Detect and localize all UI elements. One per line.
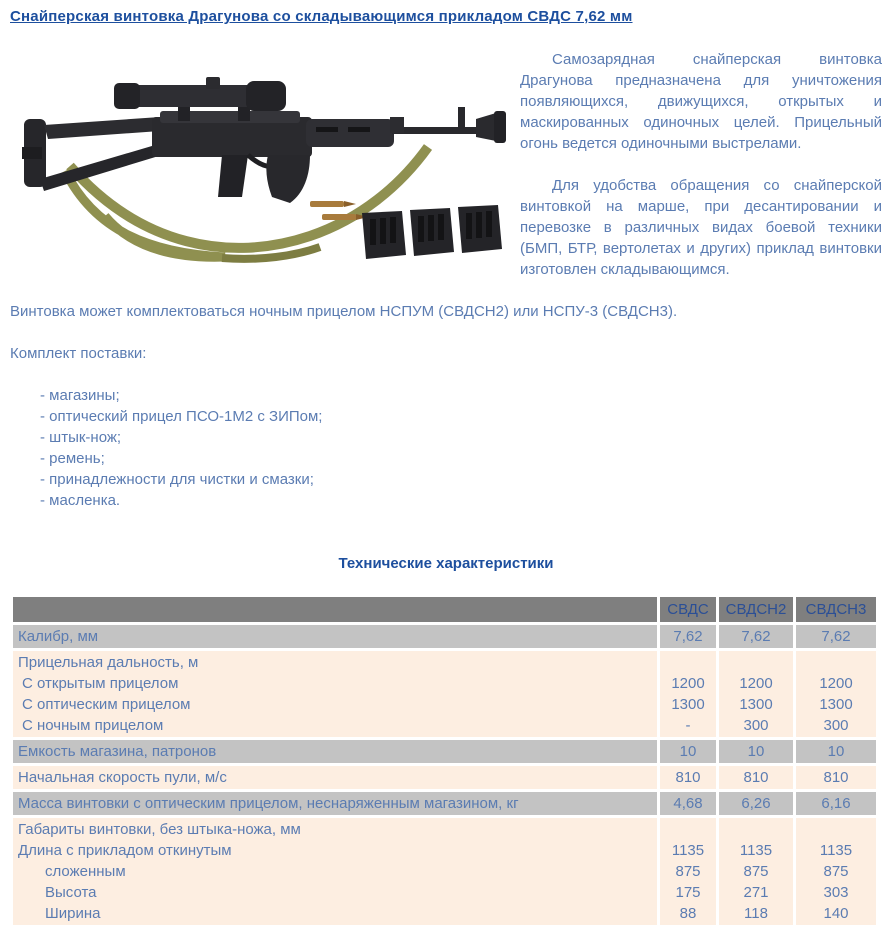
spec-label: С ночным прицелом bbox=[22, 717, 164, 734]
spec-value: 4,68 bbox=[673, 795, 703, 812]
spec-value-cell bbox=[719, 792, 793, 815]
spec-value: 875 bbox=[743, 863, 769, 880]
spec-value: 1200 bbox=[739, 675, 773, 692]
spec-value: 303 bbox=[823, 884, 849, 901]
table-row bbox=[13, 740, 876, 763]
spec-value: 1300 bbox=[671, 696, 705, 713]
kit-item: - оптический прицел ПСО-1М2 с ЗИПом; bbox=[40, 408, 323, 425]
spec-value: 1200 bbox=[671, 675, 705, 692]
spec-value: 875 bbox=[823, 863, 849, 880]
spec-value: 118 bbox=[744, 905, 768, 922]
kit-item: - ремень; bbox=[40, 450, 105, 467]
kit-heading: Комплект поставки: bbox=[10, 345, 147, 362]
specs-heading: Технические характеристики bbox=[338, 555, 554, 572]
table-row bbox=[13, 651, 876, 737]
spec-value: 875 bbox=[675, 863, 701, 880]
kit-list bbox=[10, 385, 882, 511]
spec-label: Габариты винтовки, без штыка-ножа, мм bbox=[18, 821, 301, 838]
spec-value-cell bbox=[796, 651, 876, 737]
spec-value: 1300 bbox=[819, 696, 853, 713]
spec-label: С оптическим прицелом bbox=[22, 696, 191, 713]
spec-value: 1300 bbox=[739, 696, 773, 713]
rifle-illustration bbox=[10, 51, 512, 263]
spec-value: 810 bbox=[675, 769, 701, 786]
spec-value: 10 bbox=[747, 743, 765, 760]
spec-value: 810 bbox=[823, 769, 849, 786]
spec-value: 271 bbox=[743, 884, 769, 901]
spec-value-cell bbox=[719, 740, 793, 763]
spec-value: 1135 bbox=[671, 842, 705, 859]
spec-value-cell bbox=[796, 818, 876, 925]
spec-value bbox=[719, 819, 793, 840]
spec-value-cell bbox=[660, 792, 716, 815]
spec-value-cell bbox=[796, 766, 876, 789]
kit-item: - магазины; bbox=[40, 387, 120, 404]
column-header: СВДСН3 bbox=[796, 597, 876, 622]
spec-value-cell bbox=[796, 625, 876, 648]
spec-value: 300 bbox=[743, 717, 769, 734]
spec-label-cell bbox=[13, 625, 657, 648]
spec-label: Масса винтовки с оптическим прицелом, неснаряженным магазином, кг bbox=[18, 795, 519, 812]
spec-value: 10 bbox=[827, 743, 845, 760]
spec-label-cell bbox=[13, 651, 657, 737]
spec-label-cell bbox=[13, 792, 657, 815]
spec-label: Емкость магазина, патронов bbox=[18, 743, 217, 760]
spec-value-cell bbox=[719, 818, 793, 925]
spec-label: Длина с прикладом откинутым bbox=[18, 842, 232, 859]
spec-value-cell bbox=[660, 818, 716, 925]
kit-item: - масленка. bbox=[40, 492, 121, 509]
column-header: СВДС bbox=[660, 597, 716, 622]
spec-value: 140 bbox=[823, 905, 849, 922]
spec-label: Калибр, мм bbox=[18, 628, 99, 645]
spec-value bbox=[796, 819, 876, 840]
spec-value-cell bbox=[796, 740, 876, 763]
spec-label: сложенным bbox=[45, 863, 126, 880]
spec-value-cell bbox=[719, 625, 793, 648]
spec-label: Ширина bbox=[45, 905, 101, 922]
spec-value: 7,62 bbox=[741, 628, 771, 645]
spec-value: - bbox=[685, 717, 691, 734]
spec-value-cell bbox=[796, 792, 876, 815]
spec-value: 7,62 bbox=[673, 628, 703, 645]
spec-label: С открытым прицелом bbox=[22, 675, 179, 692]
specs-table bbox=[10, 594, 879, 928]
spec-label: Высота bbox=[45, 884, 97, 901]
table-row bbox=[13, 792, 876, 815]
spec-value bbox=[660, 652, 716, 673]
column-header-empty bbox=[13, 597, 657, 622]
spec-value-cell bbox=[719, 766, 793, 789]
kit-item: - принадлежности для чистки и смазки; bbox=[40, 471, 314, 488]
spec-value: 1135 bbox=[819, 842, 853, 859]
table-row bbox=[13, 625, 876, 648]
spec-value bbox=[660, 819, 716, 840]
spec-value: 810 bbox=[743, 769, 769, 786]
spec-value: 6,26 bbox=[741, 795, 771, 812]
table-row bbox=[13, 818, 876, 925]
spec-value-cell bbox=[660, 740, 716, 763]
spec-value: 7,62 bbox=[821, 628, 851, 645]
spec-label-cell bbox=[13, 740, 657, 763]
spec-value-cell bbox=[719, 651, 793, 737]
spec-value: 1135 bbox=[739, 842, 773, 859]
spec-label-cell bbox=[13, 818, 657, 925]
spec-value-cell bbox=[660, 766, 716, 789]
column-header: СВДСН2 bbox=[719, 597, 793, 622]
spec-value: 175 bbox=[675, 884, 701, 901]
spec-value: 88 bbox=[679, 905, 697, 922]
spec-value: 1200 bbox=[819, 675, 853, 692]
night-scope-paragraph: Винтовка может комплектоваться ночным прицелом НСПУМ (СВДСН2) или НСПУ-3 (СВДСН3). bbox=[10, 303, 678, 320]
spare-magazines bbox=[362, 205, 502, 259]
kit-item: - штык-нож; bbox=[40, 429, 122, 446]
spec-label: Начальная скорость пули, м/с bbox=[18, 769, 227, 786]
page-title[interactable]: Снайперская винтовка Драгунова со складывающимся прикладом СВДС 7,62 мм bbox=[10, 8, 633, 25]
spec-value: 300 bbox=[823, 717, 849, 734]
spec-label: Прицельная дальность, м bbox=[18, 654, 199, 671]
spec-value-cell bbox=[660, 651, 716, 737]
table-row bbox=[13, 766, 876, 789]
spec-value bbox=[796, 652, 876, 673]
spec-value-cell bbox=[660, 625, 716, 648]
spec-label-cell bbox=[13, 766, 657, 789]
rifle-photo bbox=[10, 51, 512, 263]
spec-value bbox=[719, 652, 793, 673]
spec-value: 10 bbox=[679, 743, 697, 760]
spec-value: 6,16 bbox=[821, 795, 851, 812]
intro-paragraph-purpose: Самозарядная снайперская винтовка Драгунова предназначена для уничтожения появляющихся, движущихся, открытых и маскированных одиночных целей. Прицельный огонь ведется одиночными выстрелами. bbox=[520, 51, 882, 152]
intro-paragraph-folding-stock: Для удобства обращения со снайперской винтовкой на марше, при десантировании и перевозке в различных видах боевой техники (БМП, БТР, вертолетах и других) приклад винтовки изготовлен складывающимся. bbox=[520, 177, 882, 278]
